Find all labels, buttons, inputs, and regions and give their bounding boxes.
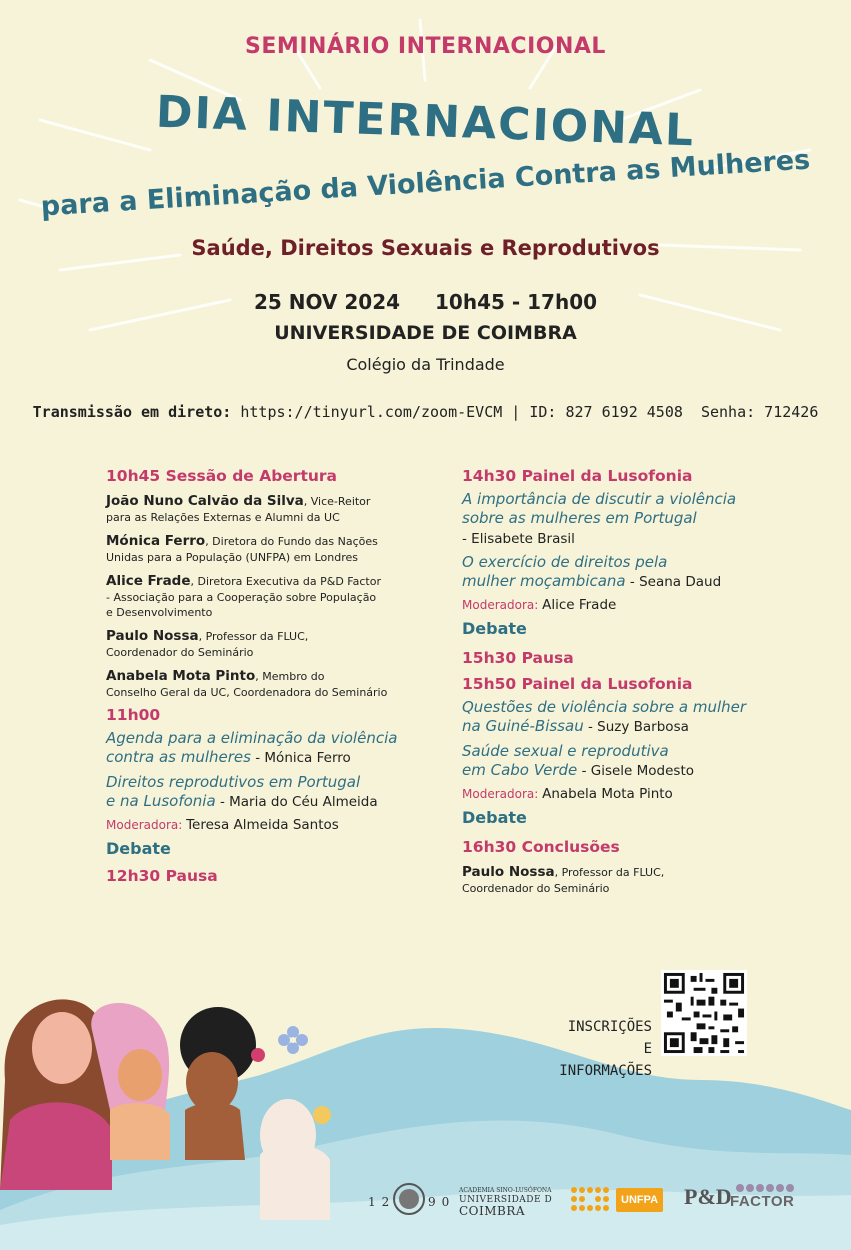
speaker-role: para as Relações Externas e Alumni da UC: [106, 511, 340, 524]
speaker-name: Paulo Nossa: [106, 628, 199, 644]
registration-label: [552, 1016, 652, 1082]
session-panel-14h30: 14h30 Painel da Lusofonia: [462, 467, 693, 485]
talk-speaker: - Suzy Barbosa: [583, 719, 689, 735]
moderator-line: [106, 817, 436, 833]
talk-title-line: Direitos reprodutivos em Portugal: [106, 773, 361, 791]
speaker-entry: [106, 570, 436, 620]
speaker-role: - Associação para a Cooperação sobre População: [106, 591, 377, 604]
talk-title: [462, 698, 792, 736]
program-right-column: [462, 466, 792, 901]
speaker-name: Mónica Ferro: [106, 533, 206, 549]
registration-line: INFORMAÇÕES: [559, 1063, 652, 1079]
talk-title: [106, 773, 436, 811]
speaker-role: , Professor da FLUC,: [554, 866, 665, 879]
speaker-name: Paulo Nossa: [462, 864, 555, 880]
stream-url[interactable]: https://tinyurl.com/zoom-EVCM: [240, 403, 503, 421]
pd-factor-word: FACTOR: [730, 1193, 795, 1210]
speaker-role: Coordenador do Seminário: [462, 882, 610, 895]
talk-title-line: Agenda para a eliminação da violência: [106, 729, 398, 747]
session-time-11h00: 11h00: [106, 706, 161, 724]
stream-label: Transmissão em direto:: [32, 403, 232, 421]
unfpa-dots-icon: [570, 1186, 614, 1212]
session-break-15h30: 15h30 Pausa: [462, 649, 574, 667]
talk-title: [462, 490, 792, 528]
stream-separator: |: [511, 403, 521, 421]
moderator-label: Moderadora:: [106, 818, 187, 832]
speaker-role: , Membro do: [255, 670, 325, 683]
unfpa-logo: UNFPA: [616, 1188, 663, 1212]
session-opening-time: 10h45 Sessão de Abertura: [106, 467, 338, 485]
talk-speaker: - Maria do Céu Almeida: [215, 794, 378, 810]
debate-label: Debate: [106, 839, 171, 858]
speaker-role: Conselho Geral da UC, Coordenadora do Seminário: [106, 686, 388, 699]
session-break-12h30: 12h30 Pausa: [106, 867, 218, 885]
registration-line: INSCRIÇÕES E: [567, 1019, 652, 1057]
event-date: 25 NOV 2024: [253, 290, 401, 314]
speaker-entry: [106, 665, 436, 700]
talk-title-line: sobre as mulheres em Portugal: [462, 509, 697, 527]
uc-seal-icon: [392, 1182, 426, 1216]
speaker-entry: [106, 490, 436, 525]
talk-title-line: Saúde sexual e reprodutiva: [462, 742, 669, 760]
talk-speaker: - Seana Daud: [625, 574, 722, 590]
uc-logo-line: UNIVERSIDADE D: [459, 1195, 553, 1205]
uc-year-right: 90: [428, 1195, 456, 1209]
event-subtitle: Saúde, Direitos Sexuais e Reprodutivos: [191, 236, 660, 260]
speaker-role: e Desenvolvimento: [106, 606, 213, 619]
talk-title-line: mulher moçambicana: [462, 572, 626, 590]
speaker-name: Anabela Mota Pinto: [106, 668, 256, 684]
moderator-name: Alice Frade: [542, 597, 617, 613]
uc-academy-label: ACADEMIA SINO-LUSÓFONA: [459, 1187, 552, 1194]
speaker-role: , Diretora do Fundo das Nações: [205, 535, 378, 548]
stream-password: Senha: 712426: [700, 403, 819, 421]
talk-title: [106, 729, 436, 767]
talk-title-line: em Cabo Verde: [462, 761, 578, 779]
speaker-role: Unidas para a População (UNFPA) em Londres: [106, 551, 359, 564]
speaker-name: Alice Frade: [106, 573, 191, 589]
talk-title-line: Questões de violência sobre a mulher: [462, 698, 747, 716]
session-panel-15h50: 15h50 Painel da Lusofonia: [462, 675, 693, 693]
event-title: DIA INTERNACIONAL: [155, 86, 696, 157]
livestream-line: [0, 403, 851, 421]
talk-title-line: contra as mulheres: [106, 748, 251, 766]
speaker-role: , Diretora Executiva da P&D Factor: [190, 575, 381, 588]
venue-detail: Colégio da Trindade: [346, 355, 505, 374]
talk-title-line: na Guiné-Bissau: [462, 717, 584, 735]
talk-speaker: - Elisabete Brasil: [462, 531, 575, 547]
event-title-line2: para a Eliminação da Violência Contra as Mulheres: [39, 144, 812, 223]
moderator-name: Teresa Almeida Santos: [186, 817, 339, 833]
pd-factor-logo: P&D: [684, 1184, 732, 1209]
seminar-supertitle: SEMINÁRIO INTERNACIONAL: [245, 34, 606, 59]
uc-logo-line: COIMBRA: [459, 1204, 526, 1218]
qr-code-icon[interactable]: [661, 970, 747, 1056]
talk-title: [462, 553, 792, 591]
date-time-line: [0, 290, 851, 314]
talk-title-line: e na Lusofonia: [106, 792, 216, 810]
talk-title-line: O exercício de direitos pela: [462, 553, 668, 571]
talk-speaker: - Gisele Modesto: [577, 763, 695, 779]
session-conclusions-16h30: 16h30 Conclusões: [462, 838, 620, 856]
talk-title: [462, 742, 792, 780]
event-time: 10h45 - 17h00: [435, 290, 598, 314]
speaker-role: , Professor da FLUC,: [198, 630, 309, 643]
moderator-line: [462, 597, 792, 613]
program-left-column: [106, 466, 436, 890]
talk-title-line: A importância de discutir a violência: [462, 490, 737, 508]
speaker-entry: [106, 625, 436, 660]
moderator-label: Moderadora:: [462, 787, 543, 801]
moderator-line: [462, 786, 792, 802]
venue-name: UNIVERSIDADE DE COIMBRA: [274, 322, 577, 344]
debate-label: Debate: [462, 808, 527, 827]
moderator-name: Anabela Mota Pinto: [542, 786, 673, 802]
uc-logo-text: [459, 1195, 552, 1217]
uc-year-left: 12: [368, 1195, 396, 1209]
speaker-role: Coordenador do Seminário: [106, 646, 254, 659]
talk-speaker: - Mónica Ferro: [250, 750, 351, 766]
debate-label: Debate: [462, 619, 527, 638]
speaker-role: , Vice-Reitor: [303, 495, 371, 508]
moderator-label: Moderadora:: [462, 598, 543, 612]
stream-meeting-id: ID: 827 6192 4508: [529, 403, 683, 421]
speaker-name: João Nuno Calvão da Silva: [106, 493, 304, 509]
speaker-entry: [106, 530, 436, 565]
pd-factor-dots-icon: [735, 1183, 795, 1193]
speaker-entry: [462, 861, 792, 896]
